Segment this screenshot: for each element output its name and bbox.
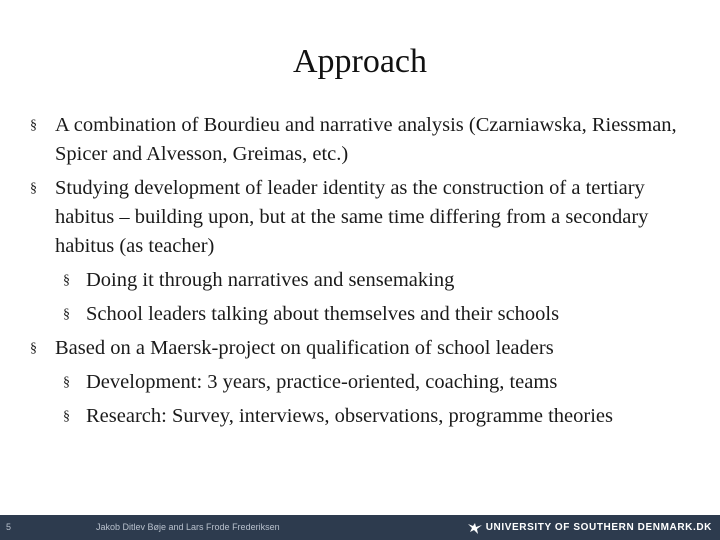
bullet-marker: § xyxy=(63,307,70,322)
slide-title: Approach xyxy=(292,43,428,80)
bullet-marker: § xyxy=(30,118,37,133)
sub-bullet-item xyxy=(0,300,720,329)
logo-text: UNIVERSITY OF SOUTHERN DENMARK.DK xyxy=(485,522,712,533)
bullet-marker: § xyxy=(30,181,37,196)
bullet-text: Based on a Maersk-project on qualification of school leaders xyxy=(55,337,554,359)
slide-footer xyxy=(0,515,720,540)
sub-bullet-item xyxy=(0,368,720,397)
bullet-text: Development: 3 years, practice-oriented, coaching, teams xyxy=(86,371,558,393)
bullet-list xyxy=(0,111,720,436)
page-number: 5 xyxy=(6,522,12,532)
bullet-marker: § xyxy=(63,375,70,390)
sdu-bird-icon xyxy=(467,520,483,536)
bullet-item xyxy=(0,111,720,169)
sub-bullet-item xyxy=(0,266,720,295)
bullet-marker: § xyxy=(63,409,70,424)
bullet-text: Studying development of leader identity as the construction of a tertiary habitus – building upon, but at the same time differing from a secondary habitus (as teacher) xyxy=(55,177,649,257)
footer-authors: Jakob Ditlev Bøje and Lars Frode Frederiksen xyxy=(96,522,280,532)
bullet-text: School leaders talking about themselves and their schools xyxy=(86,303,560,325)
bullet-marker: § xyxy=(30,341,37,356)
bullet-item xyxy=(0,174,720,261)
bullet-text: Research: Survey, interviews, observations, programme theories xyxy=(86,405,613,427)
bullet-marker: § xyxy=(63,273,70,288)
university-logo xyxy=(467,515,712,540)
sub-bullet-item xyxy=(0,402,720,431)
bullet-item xyxy=(0,334,720,363)
bullet-text: Doing it through narratives and sensemaking xyxy=(86,269,455,291)
bullet-text: A combination of Bourdieu and narrative analysis (Czarniawska, Riessman, Spicer and Alvesson, Greimas, etc.) xyxy=(55,114,677,165)
